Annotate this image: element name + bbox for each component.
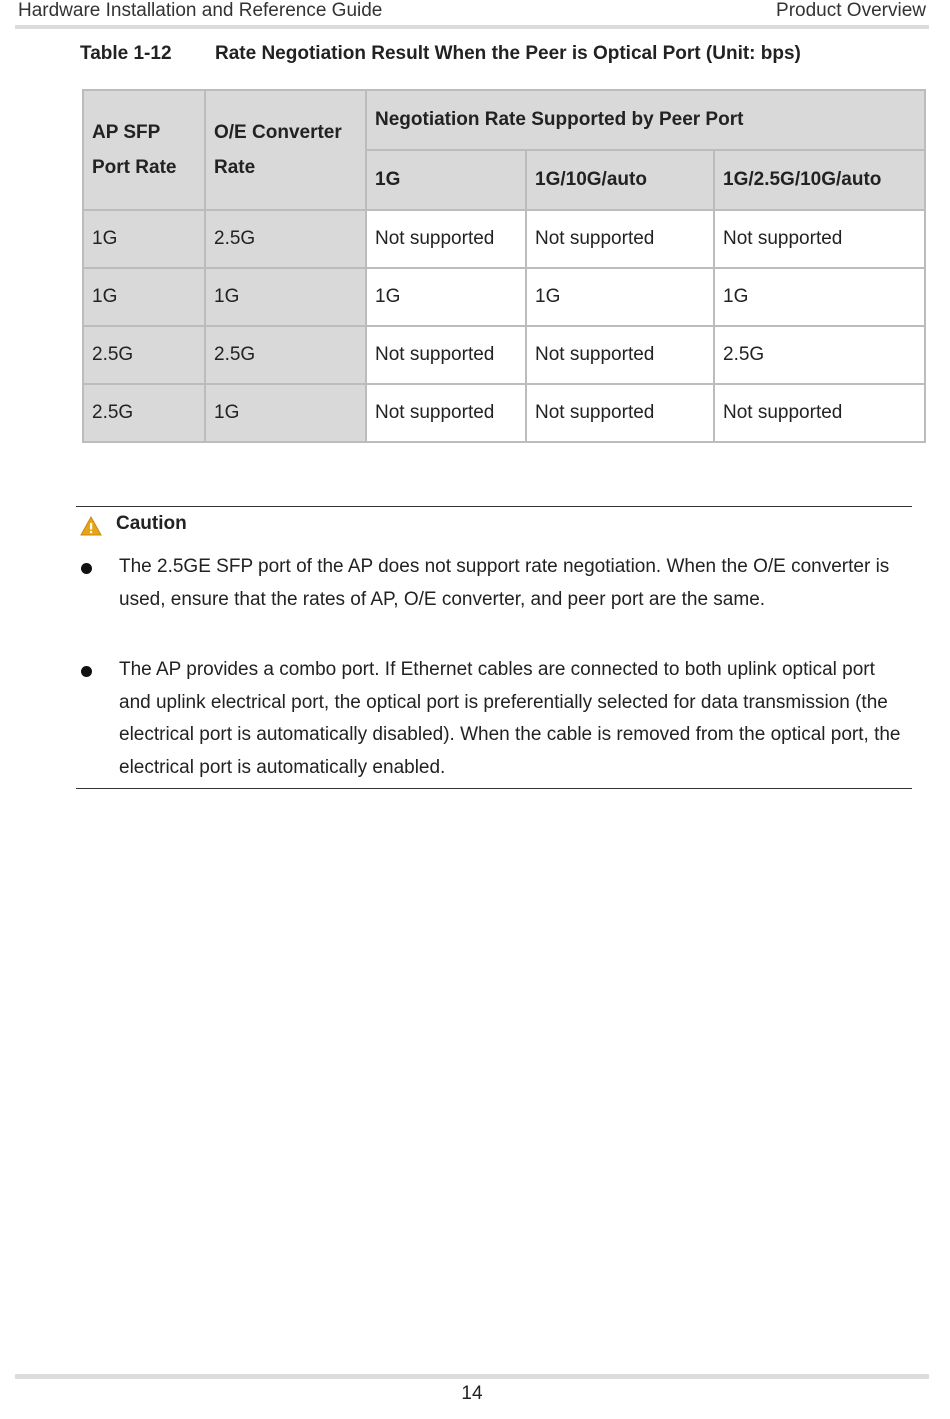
header-peer-1g-2-5g-10g-auto: 1G/2.5G/10G/auto <box>714 150 925 210</box>
table-cell: 2.5G <box>83 384 205 442</box>
caution-notice <box>76 506 912 789</box>
header-section-title: Product Overview <box>776 0 926 21</box>
table-cell: 1G <box>83 210 205 268</box>
table-cell: Not supported <box>366 326 526 384</box>
header-peer-port-group: Negotiation Rate Supported by Peer Port <box>366 90 925 150</box>
table-cell: 2.5G <box>714 326 925 384</box>
header-document-title: Hardware Installation and Reference Guide <box>18 0 383 21</box>
header-peer-1g-10g-auto: 1G/10G/auto <box>526 150 714 210</box>
table-caption-number: Table 1-12 <box>80 43 172 64</box>
table-cell: 2.5G <box>83 326 205 384</box>
header-oe-converter-rate: O/E Converter Rate <box>205 90 366 210</box>
table-cell: Not supported <box>366 210 526 268</box>
table-cell: 2.5G <box>205 210 366 268</box>
caution-item <box>119 551 909 616</box>
table-cell: Not supported <box>714 384 925 442</box>
table-cell: Not supported <box>526 384 714 442</box>
footer-divider <box>15 1374 929 1379</box>
table-row <box>83 326 925 384</box>
table-caption <box>80 43 801 65</box>
caution-label: Caution <box>116 513 187 534</box>
header-peer-1g: 1G <box>366 150 526 210</box>
header-divider <box>15 25 929 29</box>
table-cell: Not supported <box>366 384 526 442</box>
bullet-dot-icon <box>81 666 92 677</box>
caution-item-text: The AP provides a combo port. If Ethernet cables are connected to both uplink optical port and uplink electrical port, the optical port is preferentially selected for data transmission (the electrical port is automatically disabled). When the cable is removed from the optical port, the electrical port is automatically enabled. <box>119 659 901 778</box>
table-cell: 1G <box>366 268 526 326</box>
table-cell: Not supported <box>526 210 714 268</box>
caution-item <box>119 654 909 784</box>
table-cell: 1G <box>83 268 205 326</box>
table-row <box>83 268 925 326</box>
rate-negotiation-table <box>82 89 926 443</box>
table-cell: Not supported <box>526 326 714 384</box>
page-number: 14 <box>461 1383 483 1404</box>
table-cell: Not supported <box>714 210 925 268</box>
bullet-dot-icon <box>81 563 92 574</box>
table-cell: 1G <box>526 268 714 326</box>
warning-triangle-icon <box>80 516 102 536</box>
table-row <box>83 384 925 442</box>
table-caption-title: Rate Negotiation Result When the Peer is Optical Port (Unit: bps) <box>215 43 801 64</box>
caution-item-text: The 2.5GE SFP port of the AP does not support rate negotiation. When the O/E converter is used, ensure that the rates of AP, O/E converter, and peer port are the same. <box>119 556 890 610</box>
header-ap-sfp-port-rate: AP SFP Port Rate <box>83 90 205 210</box>
table-cell: 1G <box>714 268 925 326</box>
table-row <box>83 210 925 268</box>
table-cell: 1G <box>205 384 366 442</box>
table-cell: 2.5G <box>205 326 366 384</box>
table-cell: 1G <box>205 268 366 326</box>
